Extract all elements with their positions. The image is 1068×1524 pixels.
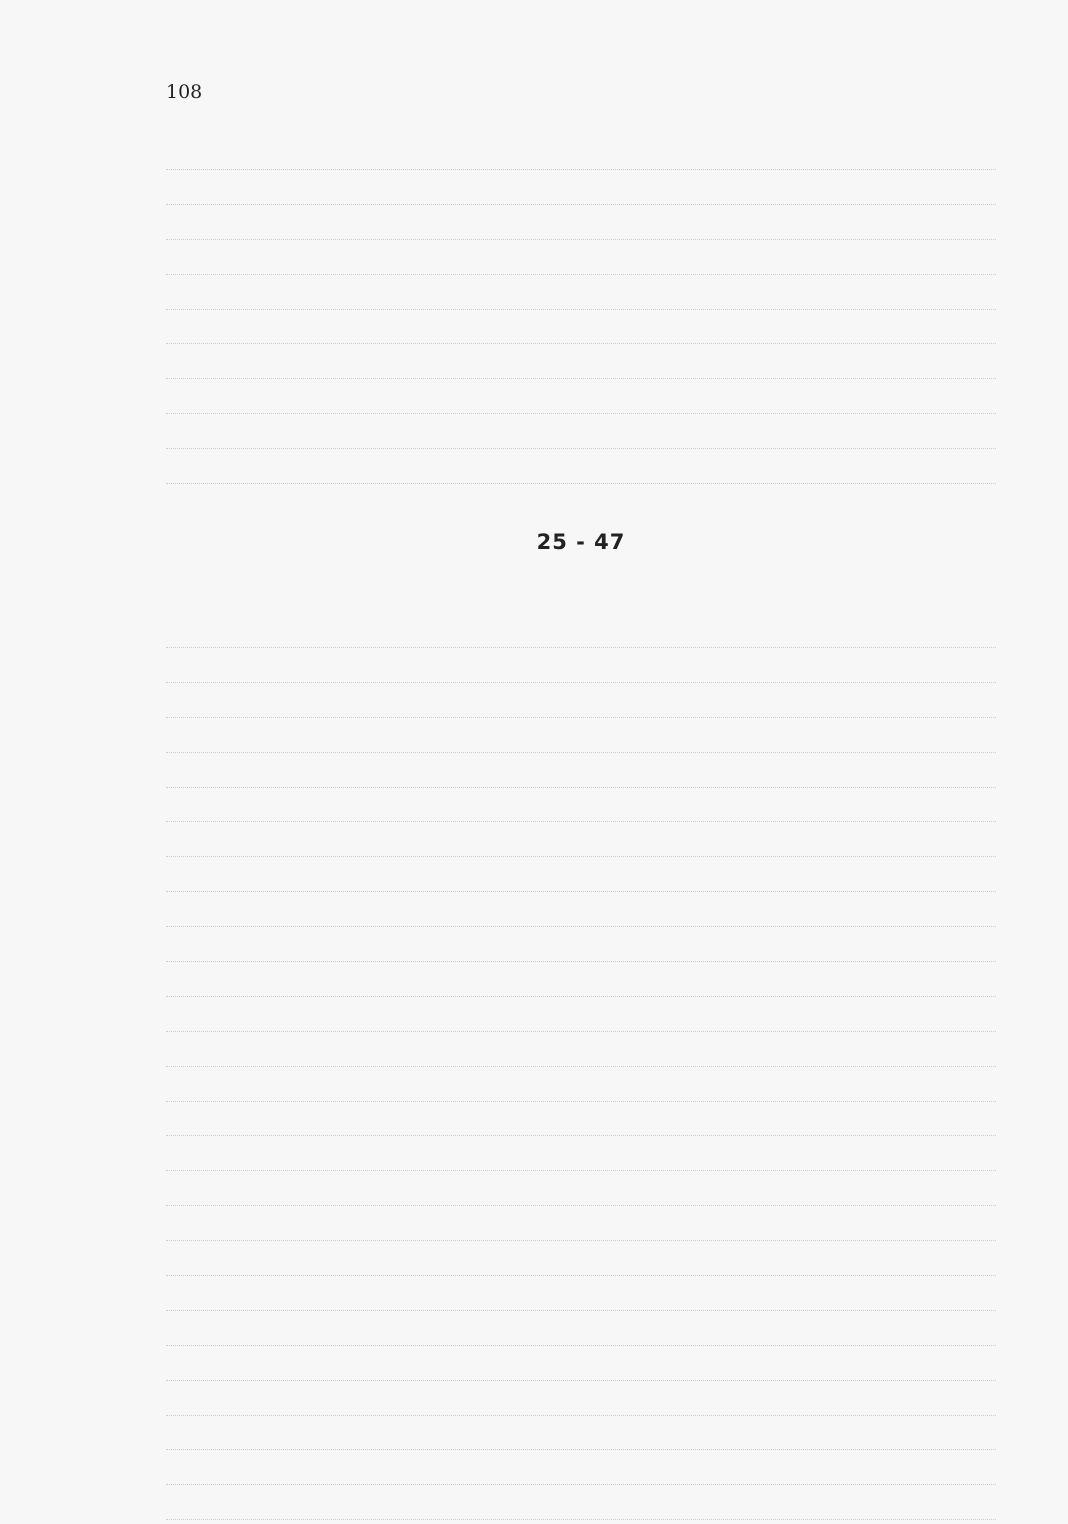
commentary-line [166, 652, 996, 683]
commentary-line [166, 1175, 996, 1206]
commentary-line [166, 1001, 996, 1032]
commentary-line [166, 1454, 996, 1485]
commentary-line [166, 1105, 996, 1136]
intro-line [166, 453, 996, 484]
commentary-line [166, 1036, 996, 1067]
commentary-line [166, 722, 996, 753]
commentary-line [166, 1385, 996, 1416]
commentary-line [166, 1245, 996, 1276]
intro-line [166, 139, 996, 170]
commentary-line [166, 1210, 996, 1241]
commentary-line [166, 1350, 996, 1381]
commentary-paragraph [166, 617, 996, 1524]
commentary-line [166, 861, 996, 892]
commentary-line [166, 1280, 996, 1311]
intro-line [166, 174, 996, 205]
intro-line [166, 348, 996, 379]
intro-paragraph [166, 139, 996, 488]
page-number: 108 [166, 81, 203, 103]
intro-line [166, 209, 996, 240]
commentary-line [166, 791, 996, 822]
intro-line [166, 244, 996, 275]
intro-line [166, 418, 996, 449]
commentary-line [166, 826, 996, 857]
commentary-line [166, 1315, 996, 1346]
commentary-line [166, 1419, 996, 1450]
commentary-line [166, 687, 996, 718]
commentary-line [166, 1071, 996, 1102]
section-heading: 25 - 47 [536, 530, 626, 554]
commentary-line [166, 896, 996, 927]
commentary-line [166, 1140, 996, 1171]
intro-line [166, 313, 996, 344]
intro-line [166, 279, 996, 310]
commentary-line [166, 966, 996, 997]
commentary-line [166, 1489, 996, 1520]
commentary-line [166, 617, 996, 648]
commentary-line [166, 931, 996, 962]
intro-line [166, 383, 996, 414]
commentary-line [166, 757, 996, 788]
